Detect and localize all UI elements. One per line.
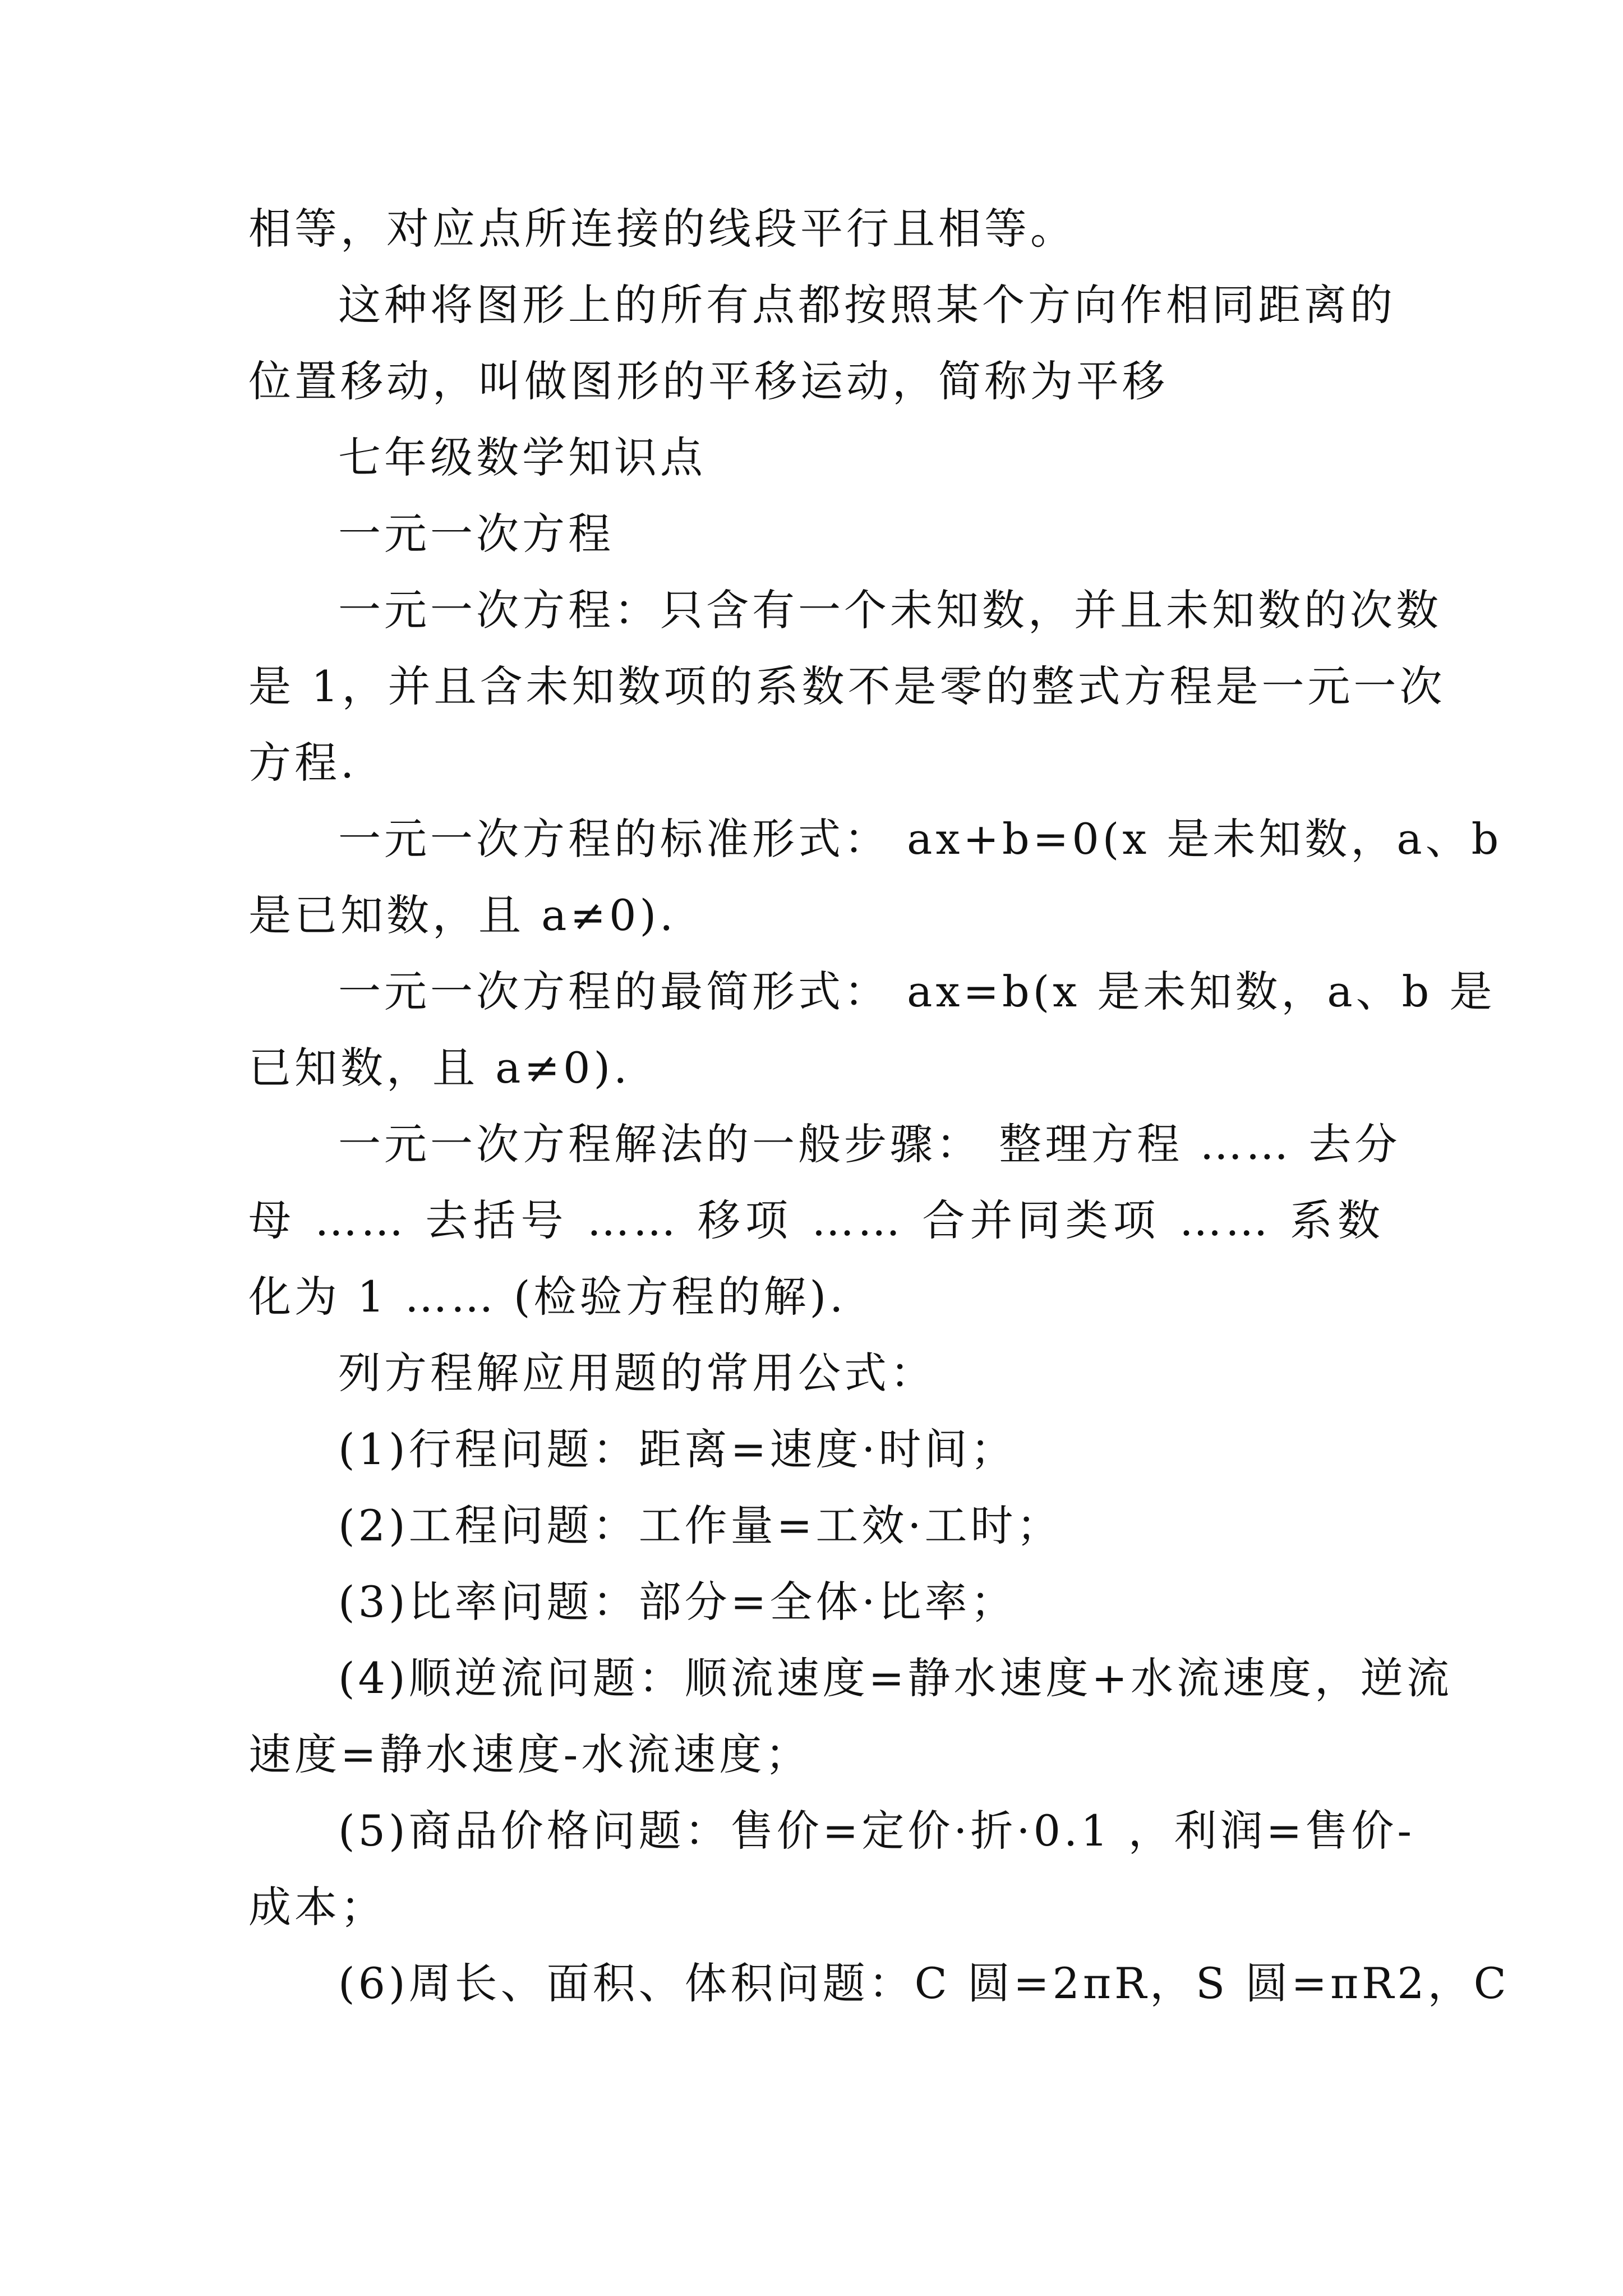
- text-line: 这种将图形上的所有点都按照某个方向作相同距离的: [338, 280, 1396, 330]
- text-line: 母 …… 去括号 …… 移项 …… 合并同类项 …… 系数: [248, 1195, 1384, 1245]
- text-line: 列方程解应用题的常用公式：: [338, 1348, 936, 1398]
- text-line: 成本；: [248, 1882, 386, 1932]
- text-line: 一元一次方程: [338, 509, 614, 559]
- text-line: 已知数，且 a≠0).: [248, 1043, 631, 1093]
- text-line: 方程.: [248, 738, 358, 788]
- text-line: 是 1，并且含未知数项的系数不是零的整式方程是一元一次: [248, 661, 1446, 711]
- text-line: 速度=静水速度-水流速度；: [248, 1729, 811, 1779]
- text-line: 一元一次方程的最简形式： ax=b(x 是未知数，a、b 是: [338, 967, 1496, 1016]
- text-line: 位置移动，叫做图形的平移运动，简称为平移: [248, 356, 1168, 406]
- text-line: 是已知数，且 a≠0).: [248, 890, 677, 940]
- body-text: [248, 191, 1510, 2022]
- text-line: (2)工程问题：工作量=工效·工时；: [338, 1501, 1063, 1550]
- text-line: 相等，对应点所连接的线段平行且相等。: [248, 204, 1076, 254]
- text-line: (5)商品价格问题：售价=定价·折·0.1 ，利润=售价-: [338, 1806, 1415, 1856]
- text-line: 一元一次方程解法的一般步骤： 整理方程 …… 去分: [338, 1119, 1401, 1169]
- text-line: (1)行程问题：距离=速度·时间；: [338, 1424, 1017, 1474]
- text-line: 化为 1 …… (检验方程的解).: [248, 1272, 847, 1322]
- text-line: (6)周长、面积、体积问题：C 圆=2πR，S 圆=πR2，C: [338, 1958, 1510, 2008]
- text-line: 一元一次方程：只含有一个未知数，并且未知数的次数: [338, 585, 1442, 635]
- text-line: 七年级数学知识点: [338, 432, 706, 482]
- text-line: (3)比率问题：部分=全体·比率；: [338, 1577, 1017, 1627]
- text-line: (4)顺逆流问题：顺流速度=静水速度+水流速度，逆流: [338, 1653, 1453, 1703]
- text-line: 一元一次方程的标准形式： ax+b=0(x 是未知数，a、b: [338, 814, 1502, 864]
